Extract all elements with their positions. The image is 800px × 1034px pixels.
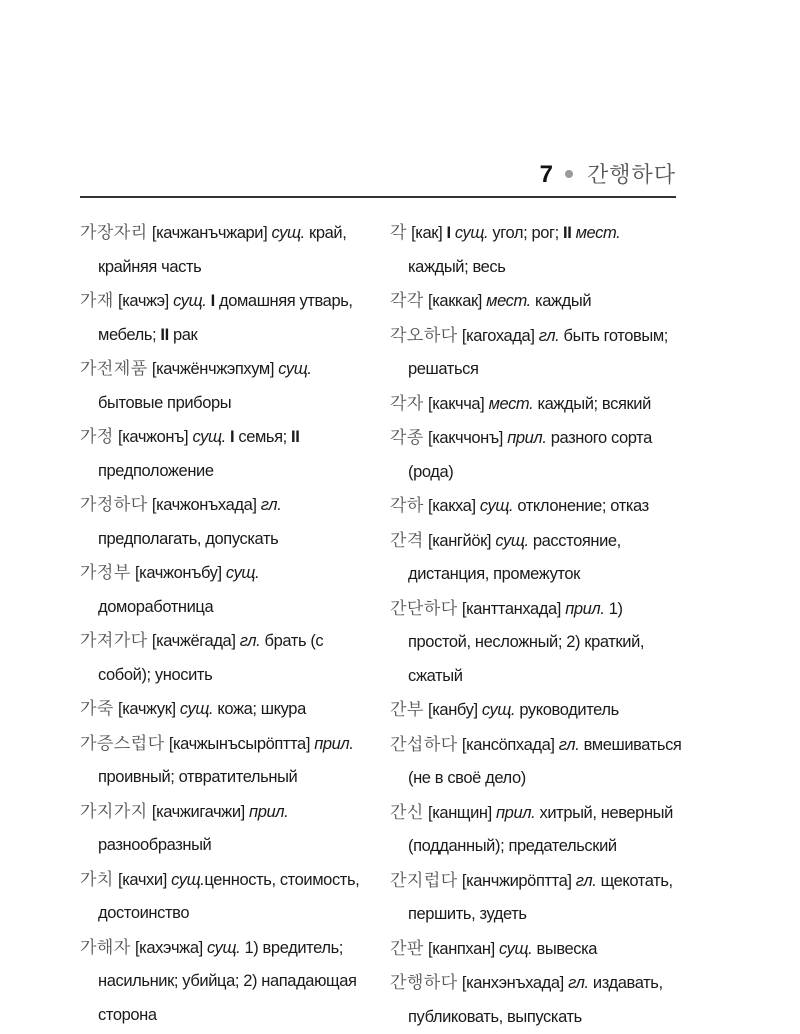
sense-number: I — [442, 224, 451, 242]
transcription: [канбу] — [428, 701, 478, 719]
dictionary-entry — [390, 319, 684, 387]
dictionary-entry — [80, 352, 372, 420]
dictionary-entry — [390, 592, 684, 694]
headword: 가해자 — [80, 937, 131, 957]
transcription: [какха] — [428, 497, 476, 515]
transcription: [какччонъ] — [428, 429, 503, 447]
dictionary-entry — [390, 728, 684, 796]
headword: 각자 — [390, 393, 424, 413]
part-of-speech: сущ. — [171, 870, 205, 889]
headword: 간신 — [390, 802, 424, 822]
headword: 가져가다 — [80, 631, 148, 650]
definition-text: вмешиваться (не в своё дело) — [408, 735, 682, 787]
definition-text: домоработница — [98, 597, 214, 616]
part-of-speech: гл. — [558, 735, 580, 754]
definition-text: брать (с собой); уносить — [98, 632, 324, 684]
dictionary-entry — [80, 624, 372, 692]
dictionary-entry — [390, 864, 684, 932]
headword: 각 — [390, 223, 407, 242]
part-of-speech: прил. — [249, 802, 289, 821]
transcription: [качжёгада] — [151, 632, 236, 650]
transcription: [кагохада] — [461, 326, 535, 345]
transcription: [канттанхада] — [461, 599, 561, 618]
definition-text: хитрый, неверный (подданный); предательский — [408, 803, 673, 855]
transcription: [качжынъсырöптта] — [168, 734, 310, 753]
part-of-speech: прил. — [565, 599, 605, 618]
definition-text: щекотать, першить, зудеть — [408, 871, 673, 923]
part-of-speech: сущ. — [206, 938, 241, 957]
dictionary-entry — [80, 216, 372, 284]
dictionary-entry — [80, 556, 372, 624]
page-number: 7 — [539, 161, 553, 188]
dictionary-entry — [390, 524, 684, 592]
running-header — [80, 156, 676, 194]
dictionary-entry — [80, 727, 372, 795]
part-of-speech: сущ. — [481, 701, 516, 719]
transcription: [качжонъхада] — [151, 496, 257, 514]
sense-number: I — [206, 292, 215, 310]
part-of-speech: мест. — [488, 394, 534, 413]
headword: 가지가지 — [80, 801, 148, 821]
part-of-speech: мест. — [486, 292, 531, 310]
transcription: [качжигачжи] — [151, 802, 245, 821]
headword: 가재 — [80, 291, 114, 310]
transcription: [кангйöк] — [428, 531, 492, 550]
bullet-separator-icon — [565, 170, 573, 178]
definition-text: край, крайняя часть — [98, 224, 347, 276]
headword: 가정 — [80, 427, 114, 446]
dictionary-entry — [390, 932, 684, 967]
definition-text: быть готовым; решаться — [408, 326, 668, 378]
part-of-speech: прил. — [495, 803, 536, 822]
part-of-speech: гл. — [239, 632, 261, 650]
definition-text: предположение — [98, 461, 214, 480]
definition-text: бытовые приборы — [98, 393, 232, 412]
dictionary-entry — [390, 693, 684, 728]
dictionary-entry — [390, 284, 684, 319]
part-of-speech: сущ. — [479, 497, 514, 515]
dictionary-entry — [390, 796, 684, 864]
headword: 간부 — [390, 700, 424, 719]
headword: 간섭하다 — [390, 734, 458, 754]
part-of-speech: гл. — [538, 326, 560, 345]
dictionary-entry — [390, 387, 684, 422]
dictionary-entry — [80, 284, 372, 352]
definition-text: рак — [168, 325, 198, 344]
transcription: [качжэ] — [118, 292, 169, 310]
definition-text: проивный; отвратительный — [98, 768, 298, 786]
dictionary-entry — [390, 966, 684, 1034]
headword: 각하 — [390, 496, 424, 515]
definition-text: 1) простой, несложный; 2) краткий, сжатый — [408, 599, 645, 685]
sense-number: II — [160, 325, 169, 344]
running-head-word: 간행하다 — [586, 162, 676, 187]
headword: 간단하다 — [390, 598, 458, 618]
transcription: [канпхан] — [428, 939, 495, 958]
transcription: [качжонъбу] — [134, 564, 222, 582]
headword: 각종 — [390, 428, 424, 447]
part-of-speech: сущ. — [271, 224, 305, 242]
part-of-speech: сущ. — [192, 428, 226, 446]
definition-text: разного сорта (рода) — [408, 429, 652, 481]
headword: 가정부 — [80, 563, 131, 582]
part-of-speech: мест. — [575, 224, 621, 242]
transcription: [качжук] — [118, 700, 176, 718]
dictionary-entry — [80, 488, 372, 556]
definition-text: каждый — [530, 292, 592, 310]
transcription: [каккак] — [428, 292, 482, 310]
transcription: [качжонъ] — [118, 428, 189, 446]
part-of-speech: сущ. — [454, 224, 489, 242]
part-of-speech: сущ. — [173, 292, 207, 310]
headword: 간행하다 — [390, 973, 458, 992]
transcription: [качхи] — [118, 870, 167, 889]
dictionary-entry — [80, 795, 372, 863]
part-of-speech: гл. — [568, 974, 589, 992]
part-of-speech: сущ. — [179, 700, 214, 718]
transcription: [канчжирöптта] — [461, 871, 572, 890]
part-of-speech: сущ. — [225, 564, 260, 582]
header-rule — [80, 196, 676, 198]
part-of-speech: сущ. — [498, 939, 533, 958]
part-of-speech: прил. — [314, 734, 354, 753]
dictionary-entry — [80, 931, 372, 1033]
part-of-speech: сущ. — [278, 360, 312, 378]
definition-text: вывеска — [532, 939, 598, 958]
transcription: [кахэчжа] — [134, 938, 203, 957]
headword: 가증스럽다 — [80, 733, 165, 753]
headword: 간판 — [390, 938, 424, 958]
part-of-speech: прил. — [507, 429, 547, 447]
definition-text: каждый; всякий — [533, 394, 651, 413]
definition-text: расстояние, дистанция, промежуток — [408, 531, 621, 583]
headword: 간지럽다 — [390, 870, 458, 890]
headword: 가정하다 — [80, 495, 148, 514]
headword: 가장자리 — [80, 223, 148, 242]
definition-text: предполагать, допускать — [98, 529, 279, 548]
definition-text: каждый; весь — [408, 257, 506, 276]
headword: 각각 — [390, 291, 424, 310]
definition-text: издавать, публиковать, выпускать — [408, 974, 663, 1026]
sense-number: II — [563, 224, 572, 242]
headword: 가치 — [80, 869, 114, 889]
sense-number: II — [291, 428, 300, 446]
headword: 각오하다 — [390, 325, 458, 345]
part-of-speech: гл. — [575, 871, 597, 890]
transcription: [как] — [411, 224, 443, 242]
dictionary-entry — [80, 863, 372, 931]
transcription: [кансöпхада] — [461, 735, 555, 754]
dictionary-entry — [390, 421, 684, 489]
definition-text: 1) вредитель; насильник; убийца; 2) нападающая сторона — [98, 938, 357, 1024]
definition-text: ценность, стоимость, достоинство — [98, 870, 360, 922]
transcription: [качжанъчжари] — [151, 224, 268, 242]
headword: 간격 — [390, 530, 424, 550]
definition-text: семья; — [234, 428, 292, 446]
transcription: [какчча] — [428, 394, 485, 413]
dictionary-entry — [390, 489, 684, 524]
part-of-speech: сущ. — [495, 531, 529, 550]
part-of-speech: гл. — [260, 496, 282, 514]
transcription: [канхэнъхада] — [461, 974, 564, 992]
definition-text: домашняя утварь, мебель; — [98, 292, 353, 344]
left-column — [80, 216, 372, 1032]
dictionary-entry — [80, 692, 372, 727]
headword: 가죽 — [80, 699, 114, 718]
definition-text: угол; рог; — [488, 224, 564, 242]
headword: 가전제품 — [80, 359, 148, 378]
definition-text: кожа; шкура — [213, 700, 306, 718]
right-column — [390, 216, 684, 1034]
dictionary-entry — [390, 216, 684, 284]
transcription: [канщин] — [428, 803, 492, 822]
definition-text: руководитель — [515, 701, 619, 719]
definition-text: отклонение; отказ — [513, 497, 649, 515]
sense-number: I — [225, 428, 235, 446]
transcription: [качжёнчжэпхум] — [151, 360, 275, 378]
definition-text: разнообразный — [98, 836, 212, 854]
dictionary-entry — [80, 420, 372, 488]
